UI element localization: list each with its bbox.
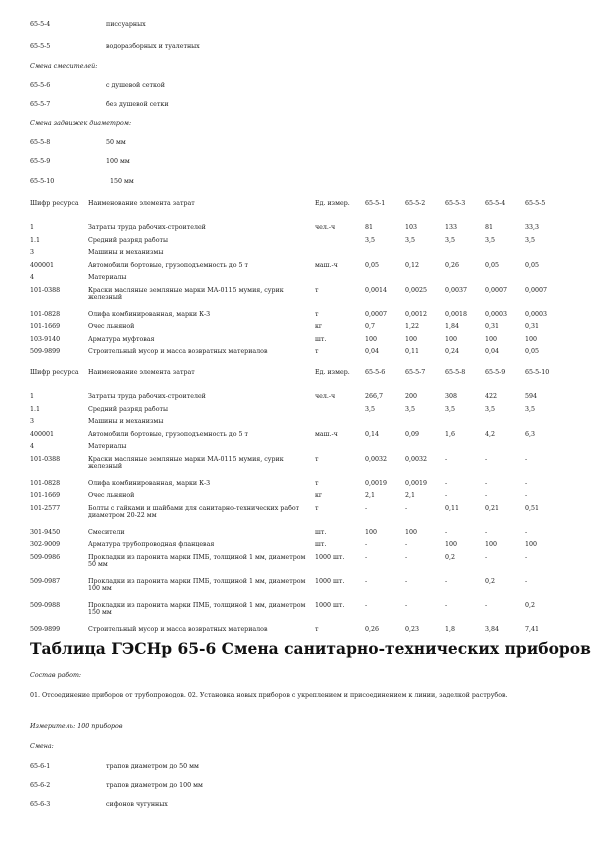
value-cell: 3,5 (485, 405, 496, 413)
unit-cell (315, 237, 365, 250)
value-cell: 0,12 (405, 261, 420, 269)
cost-element-cell: Машины и механизмы (88, 249, 164, 256)
cost-element-cell: Арматура муфтовая (88, 335, 155, 343)
value-cell: 100 (365, 335, 378, 343)
resource-code-cell: 302-9009 (30, 541, 61, 548)
table-row (30, 578, 565, 602)
item-code: 65-5-9 (30, 158, 51, 165)
resource-table-1 (30, 200, 565, 361)
value-cell: 422 (485, 393, 498, 400)
resource-code-cell: 4 (30, 274, 35, 281)
item-description: водоразборных и туалетных (106, 43, 200, 50)
resource-code-cell: 509-0987 (30, 577, 61, 585)
value-cell (405, 249, 445, 262)
value-cell (445, 274, 485, 287)
value-cell: 3,5 (405, 405, 416, 413)
value-cell: - (445, 528, 448, 536)
value-cell: 0,0025 (405, 286, 428, 294)
value-cell: 0,05 (525, 348, 540, 355)
value-cell: 0,0037 (445, 286, 468, 294)
unit-cell: маш.-ч (315, 261, 338, 269)
cost-element-cell: Строительный мусор и масса возвратных материалов (88, 348, 268, 355)
value-cell: 0,0003 (485, 310, 508, 318)
value-cell: 3,5 (445, 405, 456, 413)
column-header: 65-5-10 (525, 369, 550, 376)
value-cell (405, 418, 445, 431)
unit-cell: т (315, 348, 319, 355)
table-row (30, 274, 565, 287)
value-cell (445, 418, 485, 431)
group-title: Смена задвижек диаметром: (30, 120, 132, 127)
value-cell: 0,21 (485, 504, 500, 512)
column-header: 65-5-1 (365, 200, 386, 207)
value-cell: - (365, 601, 368, 609)
table-row (30, 237, 565, 250)
replacement-title: Смена: (30, 743, 54, 750)
resource-code-cell: 509-0988 (30, 601, 61, 609)
value-cell: 1,8 (445, 625, 456, 633)
item-code: 65-5-10 (30, 178, 55, 185)
value-cell: 0,2 (525, 601, 536, 609)
column-header: Ед. измер. (315, 200, 350, 207)
value-cell (485, 249, 525, 262)
cost-element-cell: Средний разряд работы (88, 236, 169, 244)
table-row (30, 480, 565, 493)
value-cell: - (485, 479, 488, 487)
value-cell: 0,31 (485, 323, 500, 330)
column-header: Наименование элемента затрат (88, 369, 195, 376)
value-cell: 0,0007 (365, 310, 388, 318)
cost-element-cell: Средний разряд работы (88, 405, 169, 413)
item-description: трапов диаметром до 50 мм (106, 763, 199, 770)
unit-cell: т (315, 286, 319, 294)
resource-code-cell: 101-0828 (30, 310, 61, 318)
unit-cell: маш.-ч (315, 430, 338, 438)
cost-element-cell: Болты с гайками и шайбами для санитарно-технических работ диаметром 20-22 мм (88, 504, 300, 520)
table-body (30, 224, 565, 361)
resource-table-2 (30, 369, 565, 638)
unit-cell: кг (315, 323, 323, 330)
value-cell: 100 (445, 335, 458, 343)
unit-cell: чел.-ч (315, 224, 336, 231)
unit-cell: 1000 шт. (315, 577, 345, 585)
value-cell: 133 (445, 224, 458, 231)
value-cell: - (525, 553, 528, 561)
resource-code-cell: 101-0388 (30, 455, 61, 463)
table-row (30, 431, 565, 444)
value-cell (365, 274, 405, 287)
value-cell: 103 (405, 224, 418, 231)
value-cell: 1,22 (405, 323, 420, 330)
table-row (30, 554, 565, 578)
cost-element-cell: Затраты труда рабочих-строителей (88, 393, 206, 400)
cost-element-cell: Автомобили бортовые, грузоподъемность до 5 т (88, 430, 248, 438)
cost-element-cell: Олифа комбинированная, марки К-3 (88, 310, 211, 318)
value-cell: 0,0032 (405, 455, 428, 463)
value-cell: - (525, 492, 528, 499)
value-cell: - (525, 577, 528, 585)
resource-code-cell: 3 (30, 249, 35, 256)
unit-cell: шт. (315, 335, 327, 343)
value-cell: 2,1 (365, 492, 376, 499)
value-cell: - (485, 553, 488, 561)
column-header: Наименование элемента затрат (88, 200, 195, 207)
value-cell: - (525, 479, 528, 487)
value-cell: - (365, 541, 368, 548)
unit-cell: чел.-ч (315, 393, 336, 400)
value-cell (525, 418, 565, 431)
value-cell: 200 (405, 393, 418, 400)
value-cell: - (445, 601, 448, 609)
value-cell: 0,51 (525, 504, 540, 512)
table-row (30, 505, 565, 529)
value-cell (525, 249, 565, 262)
value-cell: - (485, 455, 488, 463)
table-row (30, 287, 565, 311)
resource-code-cell: 101-2577 (30, 504, 61, 512)
value-cell: 0,2 (485, 577, 496, 585)
value-cell (525, 274, 565, 287)
value-cell: 0,0007 (485, 286, 508, 294)
table-row (30, 443, 565, 456)
value-cell: 0,26 (365, 625, 380, 633)
item-code: 65-6-1 (30, 763, 51, 770)
value-cell: 3,5 (365, 405, 376, 413)
value-cell: - (445, 455, 448, 463)
value-cell: 1,6 (445, 430, 456, 438)
value-cell: 33,3 (525, 224, 540, 231)
value-cell: - (405, 601, 408, 609)
work-composition-text: 01. Отсоединение приборов от трубопроводов. 02. Установка новых приборов с укреплением и присоединением к линии, заделкой раструбов. (30, 692, 508, 699)
value-cell: 0,09 (405, 430, 420, 438)
value-cell (405, 443, 445, 456)
table-header-row (30, 200, 565, 224)
value-cell: - (445, 577, 448, 585)
value-cell: 7,41 (525, 625, 540, 633)
value-cell: 100 (405, 335, 418, 343)
value-cell: - (405, 577, 408, 585)
column-header: 65-5-9 (485, 369, 506, 376)
column-header: Шифр ресурса (30, 200, 79, 207)
value-cell: 0,7 (365, 323, 376, 330)
unit-cell: т (315, 310, 319, 318)
unit-cell: 1000 шт. (315, 553, 345, 561)
cost-element-cell: Арматура трубопроводная фланцевая (88, 541, 215, 548)
unit-cell (315, 443, 365, 456)
table-row (30, 418, 565, 431)
column-header: 65-5-2 (405, 200, 426, 207)
item-code: 65-5-8 (30, 139, 51, 146)
value-cell: 81 (365, 224, 374, 231)
value-cell: 3,84 (485, 625, 500, 633)
value-cell: 3,5 (365, 236, 376, 244)
cost-element-cell: Затраты труда рабочих-строителей (88, 224, 206, 231)
value-cell: - (485, 528, 488, 536)
table-row (30, 406, 565, 419)
item-description: без душевой сетки (106, 101, 169, 108)
value-cell: 0,05 (365, 261, 380, 269)
cost-element-cell: Автомобили бортовые, грузоподъемность до 5 т (88, 261, 248, 269)
cost-element-cell: Прокладки из паронита марки ПМБ, толщиной 1 мм, диаметром 100 мм (88, 577, 306, 593)
value-cell: 0,0032 (365, 455, 388, 463)
value-cell: 0,0003 (525, 310, 548, 318)
value-cell: 0,0007 (525, 286, 548, 294)
item-description: 150 мм (110, 178, 134, 185)
resource-code-cell: 101-1669 (30, 492, 61, 499)
item-code: 65-5-6 (30, 82, 51, 89)
resource-code-cell: 101-0828 (30, 479, 61, 487)
unit-cell (315, 249, 365, 262)
value-cell: 81 (485, 224, 494, 231)
value-cell (525, 443, 565, 456)
column-header: 65-5-8 (445, 369, 466, 376)
column-header: 65-5-6 (365, 369, 386, 376)
unit-cell: т (315, 504, 319, 512)
resource-code-cell: 101-1669 (30, 323, 61, 330)
cost-element-cell: Прокладки из паронита марки ПМБ, толщиной 1 мм, диаметром 50 мм (88, 553, 306, 569)
value-cell: 4,2 (485, 430, 496, 438)
cost-element-cell: Смесители (88, 528, 125, 536)
column-header: 65-5-3 (445, 200, 466, 207)
table-row (30, 249, 565, 262)
value-cell: - (365, 553, 368, 561)
value-cell: 6,3 (525, 430, 536, 438)
item-description: с душевой сеткой (106, 82, 165, 89)
section-heading: Таблица ГЭСНр 65-6 Смена санитарно-технических приборов (30, 639, 591, 658)
value-cell: 0,05 (525, 261, 540, 269)
value-cell: 100 (525, 335, 538, 343)
table-header-row (30, 369, 565, 393)
unit-cell: т (315, 455, 319, 463)
value-cell: 3,5 (445, 236, 456, 244)
resource-code-cell: 400001 (30, 261, 55, 269)
value-cell: - (525, 528, 528, 536)
cost-element-cell: Олифа комбинированная, марки К-3 (88, 479, 211, 487)
value-cell: 0,31 (525, 323, 540, 330)
cost-element-cell: Прокладки из паронита марки ПМБ, толщиной 1 мм, диаметром 150 мм (88, 601, 306, 617)
table-row (30, 456, 565, 480)
table-row (30, 311, 565, 324)
column-header: 65-5-7 (405, 369, 426, 376)
value-cell: 0,0019 (405, 479, 428, 487)
resource-code-cell: 1 (30, 224, 35, 231)
group-title: Смена смесителей: (30, 63, 98, 70)
cost-element-cell: Очес льняной (88, 323, 135, 330)
value-cell: 0,0019 (365, 479, 388, 487)
value-cell: 100 (485, 541, 498, 548)
resource-code-cell: 1.1 (30, 405, 41, 413)
value-cell: - (405, 504, 408, 512)
unit-cell: кг (315, 492, 323, 499)
value-cell: - (485, 601, 488, 609)
unit-cell (315, 418, 365, 431)
column-header: 65-5-5 (525, 200, 546, 207)
meter-line: Измеритель: 100 приборов (30, 723, 123, 730)
table-row (30, 602, 565, 626)
value-cell: 266,7 (365, 393, 384, 400)
value-cell: - (485, 492, 488, 499)
table-row (30, 348, 565, 361)
item-code: 65-5-7 (30, 101, 51, 108)
resource-code-cell: 4 (30, 443, 35, 450)
column-header: 65-5-4 (485, 200, 506, 207)
value-cell: - (445, 479, 448, 487)
table-row (30, 541, 565, 554)
item-code: 65-5-4 (30, 21, 51, 28)
unit-cell: шт. (315, 541, 327, 548)
table-row (30, 393, 565, 406)
item-description: 100 мм (106, 158, 130, 165)
cost-element-cell: Строительный мусор и масса возвратных материалов (88, 625, 268, 633)
value-cell: 0,2 (445, 553, 456, 561)
item-description: писсуарных (106, 21, 146, 28)
value-cell: - (365, 577, 368, 585)
cost-element-cell: Материалы (88, 443, 127, 450)
value-cell (485, 443, 525, 456)
item-description: сифонов чугунных (106, 801, 168, 808)
value-cell: 0,11 (445, 504, 460, 512)
column-header: Шифр ресурса (30, 369, 79, 376)
item-description: 50 мм (106, 139, 126, 146)
value-cell: 100 (365, 528, 378, 536)
value-cell: 308 (445, 393, 458, 400)
cost-element-cell: Краски масляные земляные марки МА-0115 мумия, сурик железный (88, 455, 284, 471)
value-cell: 3,5 (525, 236, 536, 244)
value-cell (445, 443, 485, 456)
value-cell: 3,5 (525, 405, 536, 413)
unit-cell (315, 406, 365, 419)
cost-element-cell: Очес льняной (88, 492, 135, 499)
value-cell: 0,05 (485, 261, 500, 269)
unit-cell (315, 274, 365, 287)
value-cell (365, 443, 405, 456)
resource-code-cell: 509-9899 (30, 348, 61, 355)
cost-element-cell: Краски масляные земляные марки МА-0115 мумия, сурик железный (88, 286, 284, 302)
value-cell (445, 249, 485, 262)
table-row (30, 224, 565, 237)
unit-cell: 1000 шт. (315, 601, 345, 609)
unit-cell: т (315, 625, 319, 633)
value-cell: 3,5 (405, 236, 416, 244)
item-code: 65-5-5 (30, 43, 51, 50)
value-cell: 3,5 (485, 236, 496, 244)
table-row (30, 262, 565, 275)
item-code: 65-6-3 (30, 801, 51, 808)
value-cell: 100 (485, 335, 498, 343)
value-cell: - (445, 492, 448, 499)
unit-cell: шт. (315, 528, 327, 536)
table-row (30, 492, 565, 505)
table-row (30, 529, 565, 542)
table-row (30, 323, 565, 336)
value-cell: 100 (405, 528, 418, 536)
resource-code-cell: 1 (30, 393, 35, 400)
value-cell: - (365, 504, 368, 512)
value-cell: 0,04 (485, 348, 500, 355)
table-row (30, 626, 565, 639)
table-row (30, 336, 565, 349)
resource-code-cell: 400001 (30, 430, 55, 438)
table-body (30, 393, 565, 638)
value-cell (485, 418, 525, 431)
unit-cell: т (315, 479, 319, 487)
value-cell: 100 (445, 541, 458, 548)
value-cell (365, 249, 405, 262)
value-cell: - (405, 541, 408, 548)
resource-code-cell: 509-0986 (30, 553, 61, 561)
resource-code-cell: 3 (30, 418, 35, 425)
value-cell: 0,04 (365, 348, 380, 355)
value-cell: 0,26 (445, 261, 460, 269)
value-cell: 0,23 (405, 625, 420, 633)
value-cell: 0,0018 (445, 310, 468, 318)
value-cell: 0,14 (365, 430, 380, 438)
item-description: трапов диаметром до 100 мм (106, 782, 203, 789)
resource-code-cell: 509-9899 (30, 625, 61, 633)
cost-element-cell: Машины и механизмы (88, 418, 164, 425)
value-cell: 100 (525, 541, 538, 548)
value-cell (365, 418, 405, 431)
resource-code-cell: 1.1 (30, 236, 41, 244)
value-cell: 0,11 (405, 348, 420, 355)
resource-code-cell: 103-9140 (30, 335, 61, 343)
resource-code-cell: 301-9450 (30, 528, 61, 536)
value-cell (405, 274, 445, 287)
value-cell: 0,0012 (405, 310, 428, 318)
value-cell: 1,84 (445, 323, 460, 330)
value-cell: 0,24 (445, 348, 460, 355)
cost-element-cell: Материалы (88, 274, 127, 281)
value-cell: 594 (525, 393, 538, 400)
resource-code-cell: 101-0388 (30, 286, 61, 294)
work-composition-label: Состав работ: (30, 672, 82, 679)
column-header: Ед. измер. (315, 369, 350, 376)
value-cell (485, 274, 525, 287)
value-cell: 0,0014 (365, 286, 388, 294)
value-cell: - (405, 553, 408, 561)
item-code: 65-6-2 (30, 782, 51, 789)
value-cell: - (525, 455, 528, 463)
value-cell: 2,1 (405, 492, 416, 499)
